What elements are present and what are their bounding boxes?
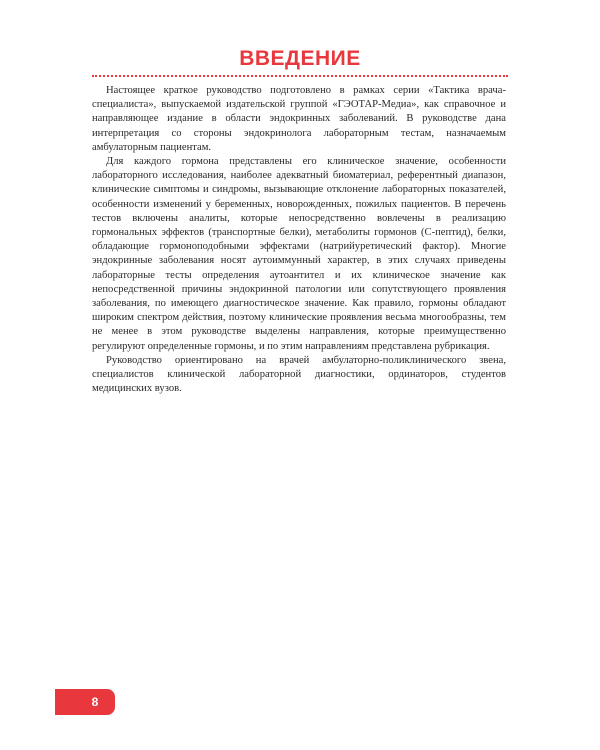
paragraph-audience: Руководство ориентировано на врачей амбулаторно-поликлинического звена, специалистов клинической лабораторной диагностики, ординаторов, студентов медицинских вузов. [92, 354, 506, 395]
body-text [92, 84, 506, 396]
paragraph-intro: Настоящее краткое руководство подготовлено в рамках серии «Тактика врача-специалиста», выпускаемой издательской группой «ГЭОТАР-Медиа», как справочное и направляющее издание в области эндокринных заболеваний. В руководстве дана интерпретация со стороны эндокринолога лабораторным тестам, назначаемым амбулаторным пациентам. [92, 85, 506, 153]
dotted-divider [92, 75, 508, 77]
paragraph-hormones: Для каждого гормона представлены его клиническое значение, особенности лабораторного исследования, наиболее адекватный биоматериал, референтный диапазон, клинические симптомы и синдромы, вызывающие отклонение лабораторных показателей, особенности изменений у беременных, новорожденных, пожилых пациентов. В перечень тестов включены аналиты, которые непосредственно вовлечены в реализацию гормональных эффектов (транспортные белки), метаболиты гормонов (С-пептид), белки, обладающие гормоноподобными эффектами (натрийуретический фактор). Многие эндокринные заболевания носят аутоиммунный характер, в этих случаях приведены лабораторные тесты определения аутоантител и их клиническое значение как непосредственной причины эндокринной патологии или сопутствующего проявления заболевания, по имеющего диагностическое значение. Как правило, гормоны обладают широким спектром действия, поэтому клинические проявления весьма многообразны, тем не менее в этом руководстве выделены направления, которые преимущественно регулируют определенные гормоны, и по этим направлениям представлена рубрикация. [92, 156, 506, 352]
page-number: 8 [91, 695, 99, 709]
page-heading: ВВЕДЕНИЕ [239, 47, 361, 70]
